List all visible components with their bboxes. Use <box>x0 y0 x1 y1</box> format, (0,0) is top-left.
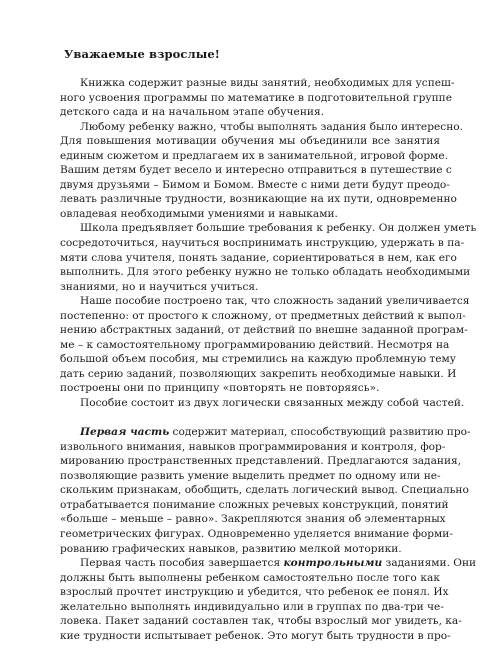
text-line: ловека. Пакет заданий составлен так, чтобы взрослый мог увидеть, ка- <box>60 615 462 628</box>
text-line: единым сюжетом и предлагаем их в занимательной, игровой форме. <box>60 149 449 162</box>
text-line: Наше пособие построено так, что сложность заданий увеличивается <box>80 295 470 308</box>
text-line: нению абстрактных заданий, от действий по внешне заданной програм- <box>60 324 468 337</box>
text-line: знаниями, но и научиться учиться. <box>60 280 259 293</box>
emphasis-control-tasks: контрольными <box>283 557 383 570</box>
text-line: овладевая необходимыми умениями и навыками. <box>60 207 338 220</box>
text-line: «больше – меньше – равно». Закрепляются знания об элементарных <box>60 513 446 526</box>
text-line <box>60 425 471 440</box>
text-line: Школа предъявляет большие требования к ребенку. Он должен уметь <box>80 222 477 235</box>
paragraph-gap <box>60 411 440 426</box>
text-line: мированию пространственных представлений. Предлагаются задания, <box>60 455 462 468</box>
text-line: скольким признакам, обобщить, сделать логический вывод. Специально <box>60 484 469 497</box>
text-line: сосредоточиться, научиться воспринимать инструкцию, удержать в па- <box>60 237 465 250</box>
text-line: ного усвоения программы по математике в подготовительной группе <box>60 91 452 104</box>
page-heading: Уважаемые взрослые! <box>64 47 220 61</box>
text-line: извольного внимания, навыков программирования и контроля, фор- <box>60 440 446 453</box>
text-run: заданиями. Они <box>382 557 477 570</box>
text-run: Первая часть пособия завершается <box>80 557 284 570</box>
text-line: кие трудности испытывает ребенок. Это могут быть трудности в про- <box>60 629 451 642</box>
text-line: большой объем пособия, мы стремились на каждую проблемную тему <box>60 353 457 366</box>
text-line: геометрических фигурах. Одновременно уделяется внимание форми- <box>60 527 453 540</box>
text-line: постепенно: от простого к сложному, от предметных действий к выпол- <box>60 309 466 322</box>
text-line: двумя друзьями – Бимом и Бомом. Вместе с ними дети будут преодо- <box>60 178 450 191</box>
text-line: Вашим детям будет весело и интересно отправиться в путешествие с <box>60 164 452 177</box>
text-run: содержит материал, способствующий развитию про- <box>169 426 471 439</box>
text-line: отрабатывается понимание сложных речевых конструкций, понятий <box>60 498 449 511</box>
text-line: левать различные трудности, возникающие на их пути, одновременно <box>60 193 457 206</box>
emphasis-first-part: Первая часть <box>80 426 170 439</box>
text-line: построены они по принципу «повторять не повторяясь». <box>60 382 380 395</box>
text-line: детского сада и на начальном этапе обучения. <box>60 106 324 119</box>
text-line: позволяющие развить умение выделить предмет по одному или не- <box>60 469 441 482</box>
text-line: ме – к самостоятельному программированию действий. Несмотря на <box>60 338 450 351</box>
text-line: Пособие состоит из двух логически связанных между собой частей. <box>80 397 465 410</box>
text-line: дать серию заданий, позволяющих закрепить необходимые навыки. И <box>60 367 457 380</box>
text-line: Книжка содержит разные виды занятий, необходимых для успеш- <box>80 77 455 89</box>
text-line: Любому ребенку важно, чтобы выполнять задания было интересно. <box>80 120 463 133</box>
document-body <box>60 76 477 643</box>
text-line: рованию графических навыков, развитию мелкой моторики. <box>60 542 402 555</box>
text-line: выполнить. Для этого ребенку нужно не только обладать необходимыми <box>60 266 471 279</box>
text-line: Для повышения мотивации обучения мы объединили все занятия <box>60 135 440 148</box>
text-line: мяти слова учителя, понять задание, сориентироваться в нем, как его <box>60 251 457 264</box>
text-line: взрослый прочтет инструкцию и убедится, что ребенок ее понял. Их <box>60 586 449 599</box>
text-line: должны быть выполнены ребенком самостоятельно после того как <box>60 571 440 584</box>
text-line <box>60 556 477 571</box>
text-line: желательно выполнять индивидуально или в группах по два-три че- <box>60 600 444 613</box>
